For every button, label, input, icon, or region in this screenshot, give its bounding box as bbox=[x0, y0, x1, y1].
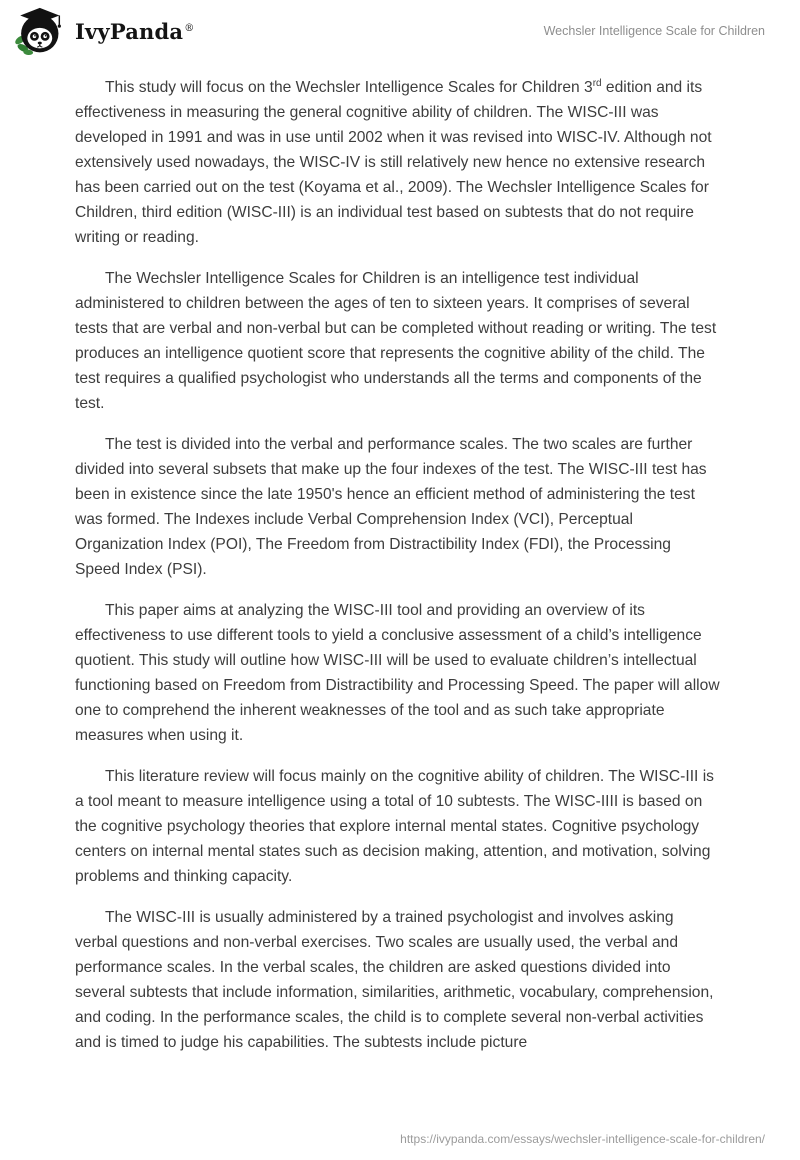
page-header bbox=[0, 0, 800, 62]
page-footer bbox=[400, 1132, 765, 1146]
registered-mark-icon: ® bbox=[184, 22, 195, 34]
source-url-link[interactable]: https://ivypanda.com/essays/wechsler-intelligence-scale-for-children/ bbox=[400, 1132, 765, 1146]
ivypanda-logo[interactable] bbox=[14, 6, 194, 56]
paragraph: This paper aims at analyzing the WISC-III tool and providing an overview of its effectiveness to use different tools to yield a conclusive assessment of a child’s intelligence quotient. This study will outline how WISC-III will be used to evaluate children’s intellectual functioning based on Freedom from Distractibility and Processing Speed. The paper will allow one to comprehend the inherent weaknesses of the tool and as such take appropriate measures when using it. bbox=[75, 602, 720, 744]
paragraph: The Wechsler Intelligence Scales for Children is an intelligence test individual administered to children between the ages of ten to sixteen years. It comprises of several tests that are verbal and non-verbal but can be completed without reading or writing. The test produces an intelligence quotient score that represents the cognitive ability of the child. The test requires a qualified psychologist who understands all the terms and components of the test. bbox=[75, 270, 717, 412]
brand-text: IvyPanda bbox=[75, 18, 184, 44]
paragraph bbox=[75, 75, 720, 250]
panda-graduate-icon bbox=[14, 6, 62, 56]
essay-body bbox=[0, 62, 800, 1055]
paragraph: The test is divided into the verbal and performance scales. The two scales are further divided into several subsets that make up the four indexes of the test. The WISC-III test has been in existence since the late 1950's hence an efficient method of administering the test was formed. The Indexes include Verbal Comprehension Index (VCI), Perceptual Organization Index (POI), The Freedom from Distractibility Index (FDI), the Processing Speed Index (PSI). bbox=[75, 436, 707, 578]
brand-name bbox=[75, 19, 194, 44]
paragraph: This literature review will focus mainly on the cognitive ability of children. The WISC-III is a tool meant to measure intelligence using a total of 10 subtests. The WISC-IIII is based on the cognitive psychology theories that explore internal mental states. Cognitive psychology centers on internal mental states such as decision making, attention, and motivation, solving problems and thinking capacity. bbox=[75, 768, 714, 885]
document-title: Wechsler Intelligence Scale for Children bbox=[543, 24, 765, 38]
paragraph: The WISC-III is usually administered by a trained psychologist and involves asking verbal questions and non-verbal exercises. Two scales are usually used, the verbal and performance scales. In the verbal scales, the children are asked questions divided into several subtests that include information, similarities, arithmetic, vocabulary, comprehension, and coding. In the performance scales, the child is to complete several non-verbal activities and is timed to judge his capabilities. The subtests include picture bbox=[75, 909, 714, 1051]
paragraph-text: This study will focus on the Wechsler Intelligence Scales for Children 3 bbox=[105, 79, 593, 96]
ordinal-superscript: rd bbox=[592, 77, 602, 89]
paragraph-text: edition and its effectiveness in measuring the general cognitive ability of children. The WISC-III was developed in 1991 and was in use until 2002 when it was revised into WISC-IV. Although not extensively used nowadays, the WISC-IV is still relatively new hence no extensive research has been carried out on the test (Koyama et al., 2009). The Wechsler Intelligence Scales for Children, third edition (WISC-III) is an individual test based on subtests that do not require writing or reading. bbox=[75, 79, 712, 246]
